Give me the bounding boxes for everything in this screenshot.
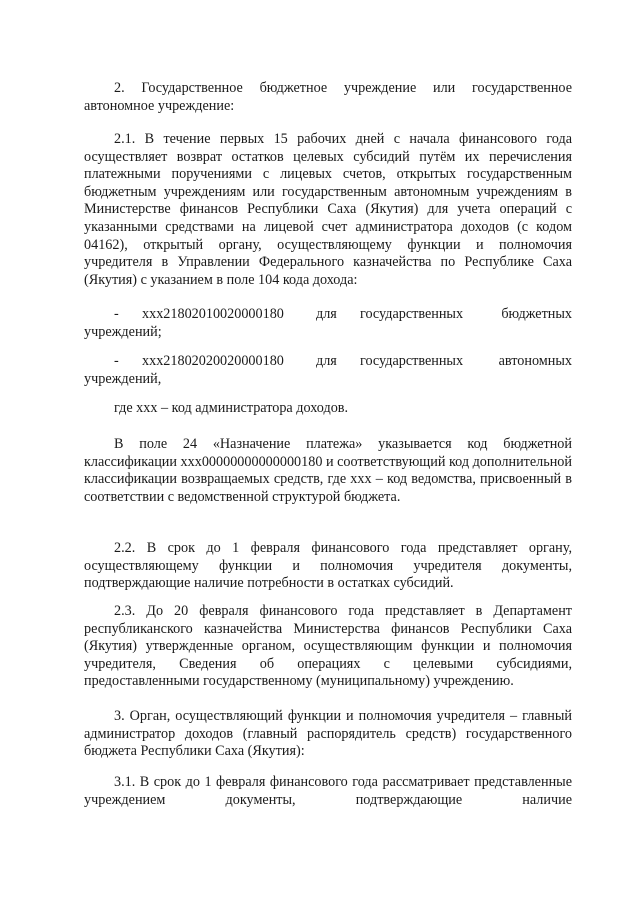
code-tail: учреждений; <box>84 324 162 340</box>
code-word: государственных <box>360 353 464 369</box>
paragraph-3: 3. Орган, осуществляющий функции и полномочия учредителя – главный администратор доходов (главный распорядитель средств) государственного бюджета Республики Саха (Якутия): <box>84 708 572 760</box>
paragraph-2: 2. Государственное бюджетное учреждение или государственное автономное учреждение: <box>84 80 572 114</box>
code-line-autonomous-tail <box>84 371 572 389</box>
code-tail: учреждений, <box>84 371 162 387</box>
code-line-budget <box>84 306 572 324</box>
paragraph-field-24: В поле 24 «Назначение платежа» указывается код бюджетной классификации ххх00000000000000180 и соответствующий код дополнительной классификации возвращаемых средств, где ххх – код ведомства, присвоенный в соответствии с ведомственной структурой бюджета. <box>84 436 572 505</box>
code-word: автономных <box>498 353 572 369</box>
list-dash: - <box>114 306 119 322</box>
code-word: бюджетных <box>501 306 572 322</box>
code-word: для <box>316 353 337 369</box>
paragraph-2-3: 2.3. До 20 февраля финансового года представляет в Департамент республиканского казначейства Министерства финансов Республики Саха (Якутия) утвержденные органом, осуществляющим функции и полномочия учредителя, Сведения об операциях с целевыми субсидиями, предоставленными государственному (муниципальному) учреждению. <box>84 603 572 690</box>
paragraph-2-1: 2.1. В течение первых 15 рабочих дней с начала финансового года осуществляет возврат остатков целевых субсидий путём их перечисления платежными поручениями с лицевых счетов, открытых государственным бюджетным учреждениям или государственным автономным учреждениям в Министерстве финансов Республики Саха (Якутия) для учета операций с указанными средствами на лицевой счет администратора доходов (с кодом 04162), открытый органу, осуществляющему функции и полномочия учредителя в Управлении Федерального казначейства по Республике Саха (Якутия) с указанием в поле 104 кода дохода: <box>84 131 572 288</box>
paragraph-2-2: 2.2. В срок до 1 февраля финансового года представляет органу, осуществляющему функции и полномочия учредителя документы, подтверждающие наличие потребности в остатках субсидий. <box>84 540 572 592</box>
code-word: для <box>316 306 337 322</box>
kbk-code: ххх21802010020000180 <box>142 306 284 322</box>
paragraph-3-1: 3.1. В срок до 1 февраля финансового года рассматривает представленные учреждением документы, подтверждающие наличие <box>84 774 572 808</box>
code-line-budget-tail <box>84 324 572 342</box>
list-dash: - <box>114 353 119 369</box>
admin-code-note: где ххх – код администратора доходов. <box>114 400 349 416</box>
code-line-autonomous <box>84 353 572 371</box>
kbk-code: ххх21802020020000180 <box>142 353 284 369</box>
code-word: государственных <box>360 306 464 322</box>
